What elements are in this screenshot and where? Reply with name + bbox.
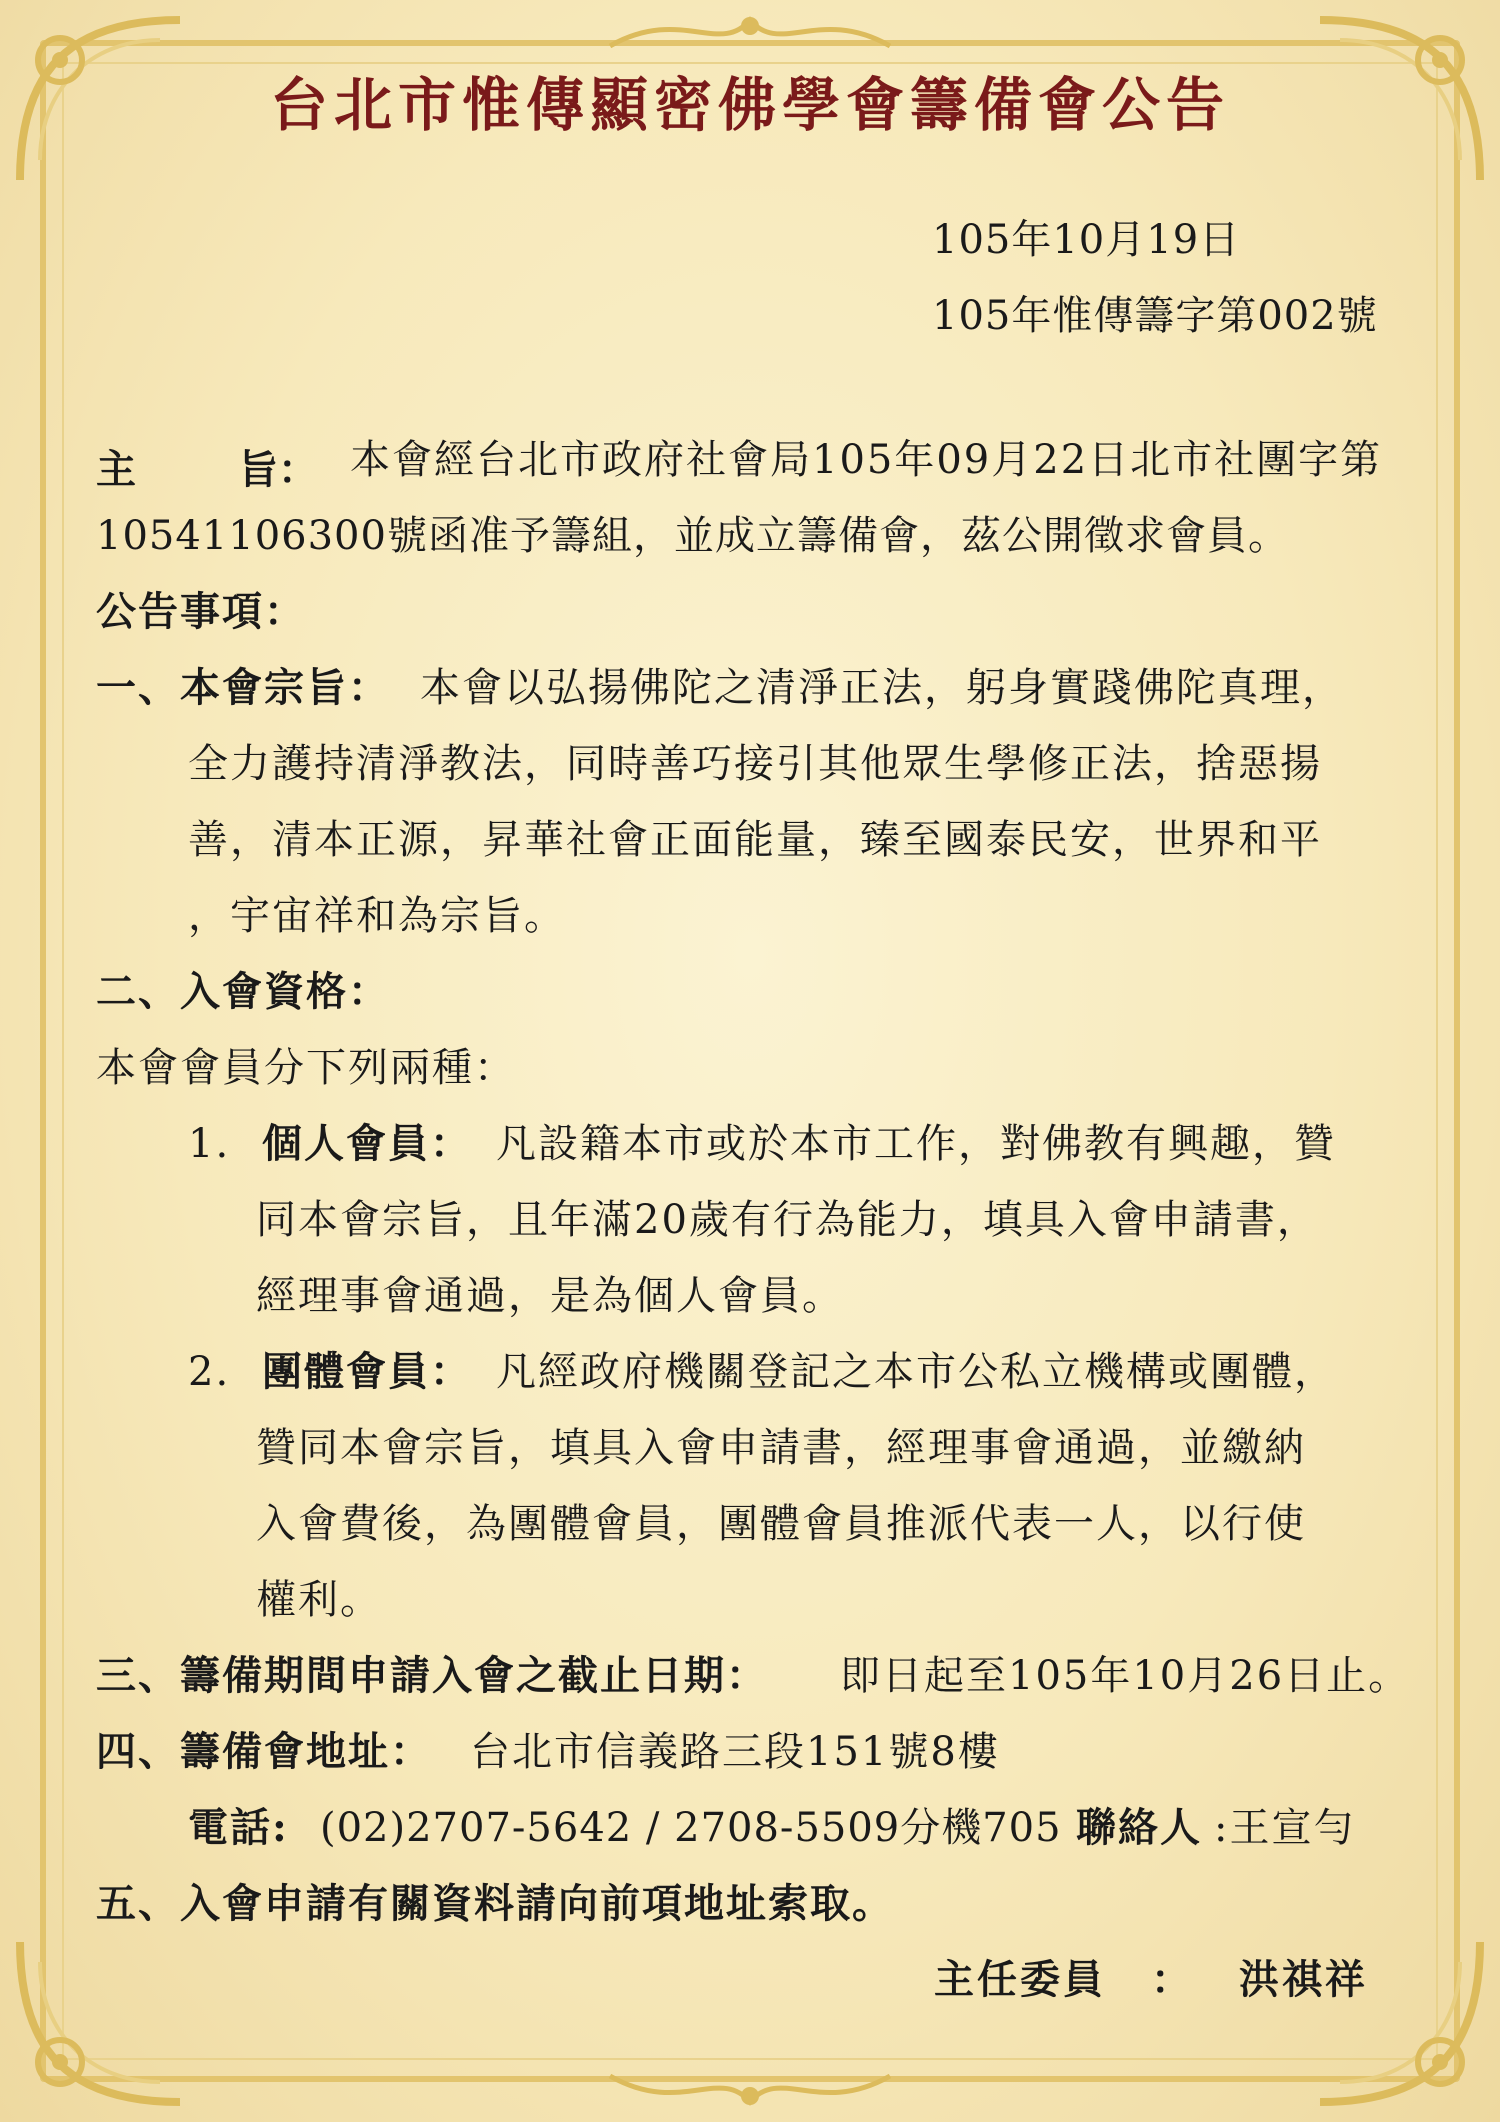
section1-line-3: 善，清本正源，昇華社會正面能量，臻至國泰民安，世界和平: [188, 817, 1322, 863]
address-text: 台北市信義路三段151號8樓: [470, 1729, 1000, 1775]
signature-separator: ：: [1150, 1956, 1194, 2003]
section3-text: 即日起至105年10月26日止。: [840, 1653, 1411, 1699]
phone-number: (02)2707-5642 / 2708-5509分機705: [320, 1805, 1062, 1851]
item1-line-2: 同本會宗旨，且年滿20歲有行為能力，填具入會申請書，: [256, 1197, 1319, 1243]
document-title: 台北市惟傳顯密佛學會籌備會公告: [269, 71, 1230, 139]
signature-label: 主任委員: [934, 1956, 1106, 2003]
bottom-center-ornament: [600, 2060, 900, 2116]
item1-line-1: 凡設籍本市或於本市工作，對佛教有興趣，贊: [496, 1121, 1336, 1167]
item2-number: 2.: [188, 1349, 231, 1395]
subject-line-1: 本會經台北市政府社會局105年09月22日北市社團字第: [350, 437, 1383, 483]
corner-ornament-bottom-left: [10, 1932, 190, 2112]
section1-line-1: 本會以弘揚佛陀之清淨正法，躬身實踐佛陀真理，: [420, 665, 1344, 711]
section1-line-4: ，宇宙祥和為宗旨。: [188, 893, 566, 939]
section1-line-2: 全力護持清淨教法，同時善巧接引其他眾生學修正法，捨惡揚: [188, 741, 1322, 787]
section1-heading: 一、本會宗旨：: [96, 664, 390, 711]
document-number: 105年惟傳籌字第002號: [932, 293, 1378, 339]
subject-label-char2: 旨：: [238, 446, 318, 493]
section4-heading: 四、籌備會地址：: [96, 1728, 432, 1775]
section2-intro: 本會會員分下列兩種：: [96, 1045, 516, 1091]
top-center-ornament: [600, 6, 900, 62]
announcement-date: 105年10月19日: [932, 217, 1241, 263]
contact-label: 聯絡人: [1076, 1804, 1202, 1851]
item1-title: 個人會員：: [262, 1120, 472, 1167]
subject-line-2: 10541106300號函准予籌組，並成立籌備會，茲公開徵求會員。: [96, 513, 1289, 559]
signature-name: 洪祺祥: [1238, 1956, 1368, 2003]
item2-title: 團體會員：: [262, 1348, 472, 1395]
item2-line-1: 凡經政府機關登記之本市公私立機構或團體，: [496, 1349, 1336, 1395]
phone-label: 電話:: [188, 1804, 289, 1851]
item2-line-4: 權利。: [256, 1577, 382, 1623]
item1-line-3: 經理事會通過，是為個人會員。: [256, 1273, 844, 1319]
section5-heading: 五、入會申請有關資料請向前項地址索取。: [96, 1880, 894, 1927]
item1-number: 1.: [188, 1121, 231, 1167]
item2-line-3: 入會費後，為團體會員，團體會員推派代表一人，以行使: [256, 1501, 1306, 1547]
signature-block: [934, 1948, 1368, 2005]
section3-heading: 三、籌備期間申請入會之截止日期：: [96, 1652, 768, 1699]
notice-heading: 公告事項：: [96, 588, 306, 635]
contact-name: :王宣勻: [1214, 1805, 1356, 1851]
subject-label-char1: 主: [96, 446, 136, 493]
section2-heading: 二、入會資格：: [96, 968, 390, 1015]
item2-line-2: 贊同本會宗旨，填具入會申請書，經理事會通過，並繳納: [256, 1425, 1306, 1471]
